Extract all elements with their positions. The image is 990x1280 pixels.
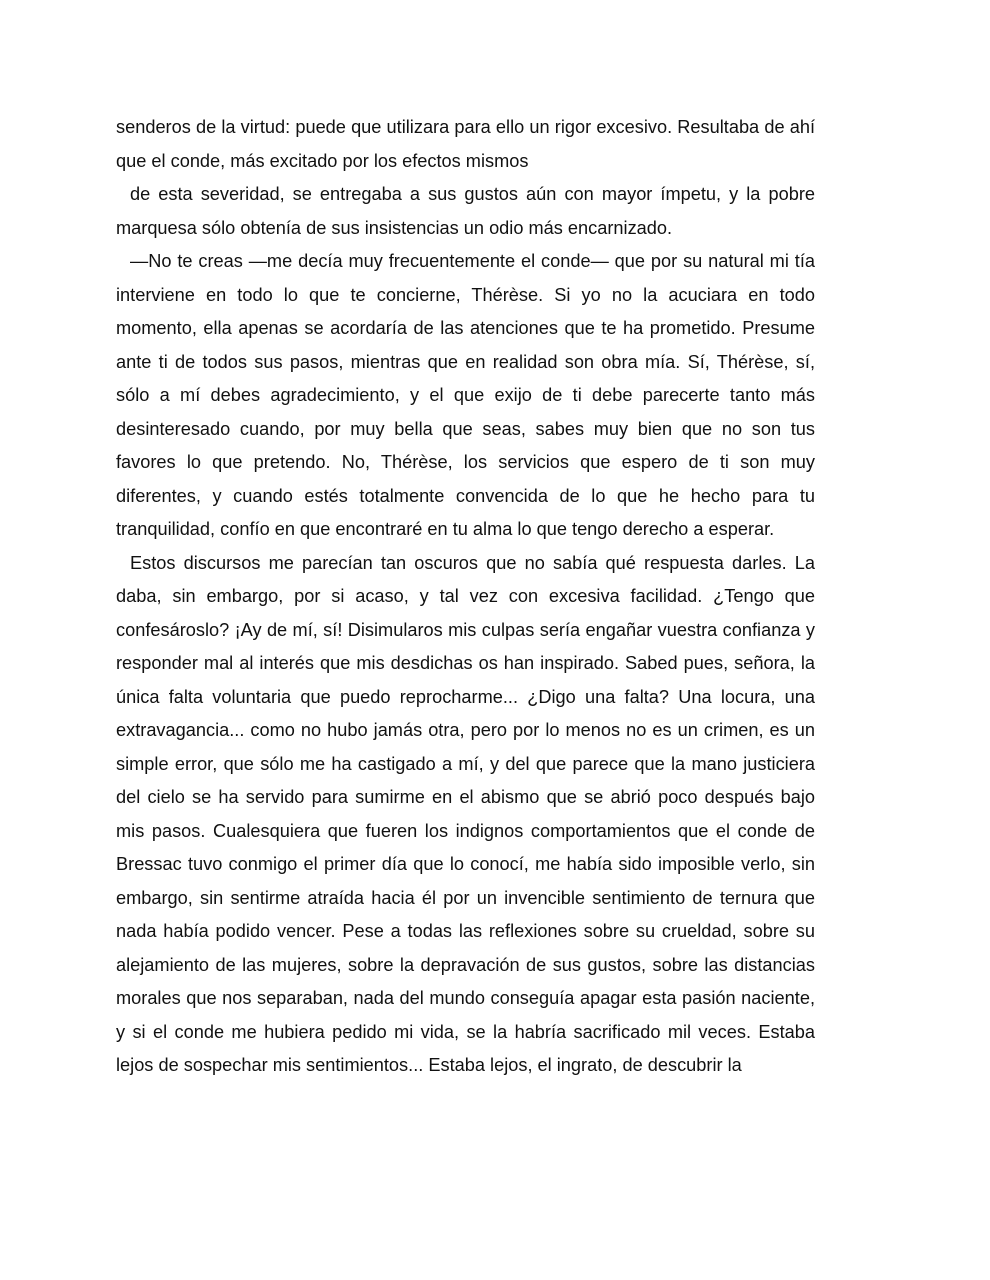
paragraph-3: —No te creas —me decía muy frecuentemente el conde— que por su natural mi tía interviene en todo lo que te concierne, Thérèse. Si yo no la acuciara en todo momento, ella apenas se acordaría de las atenciones que te ha prometido. Presume ante ti de todos sus pasos, mientras que en realidad son obra mía. Sí, Thérèse, sí, sólo a mí debes agradecimiento, y el que exijo de ti debe parecerte tanto más desinteresado cuando, por muy bella que seas, sabes muy bien que no son tus favores lo que pretendo. No, Thérèse, los servicios que espero de ti son muy diferentes, y cuando estés totalmente convencida de lo que he hecho para tu tranquilidad, confío en que encontraré en tu alma lo que tengo derecho a esperar. bbox=[116, 251, 815, 539]
paragraph-1: senderos de la virtud: puede que utilizara para ello un rigor excesivo. Resultaba de ahí que el conde, más excitado por los efectos mismos bbox=[116, 117, 815, 171]
body-text bbox=[116, 111, 815, 1083]
paragraph-4: Estos discursos me parecían tan oscuros que no sabía qué respuesta darles. La daba, sin embargo, por si acaso, y tal vez con excesiva facilidad. ¿Tengo que confesároslo? ¡Ay de mí, sí! Disimularos mis culpas sería engañar vuestra confianza y responder mal al interés que mis desdichas os han inspirado. Sabed pues, señora, la única falta voluntaria que puedo reprocharme... ¿Digo una falta? Una locura, una extravagancia... como no hubo jamás otra, pero por lo menos no es un crimen, es un simple error, que sólo me ha castigado a mí, y del que parece que la mano justiciera del cielo se ha servido para sumirme en el abismo que se abrió poco después bajo mis pasos. Cualesquiera que fueren los indignos comportamientos que el conde de Bressac tuvo conmigo el primer día que lo conocí, me había sido imposible verlo, sin embargo, sin sentirme atraída hacia él por un invencible sentimiento de ternura que nada había podido vencer. Pese a todas las reflexiones sobre su crueldad, sobre su alejamiento de las mujeres, sobre la depravación de sus gustos, sobre las distancias morales que nos separaban, nada del mundo conseguía apagar esta pasión naciente, y si el conde me hubiera pedido mi vida, se la habría sacrificado mil veces. Estaba lejos de sospechar mis sentimientos... Estaba lejos, el ingrato, de descubrir la bbox=[116, 552, 815, 1075]
paragraph-2: de esta severidad, se entregaba a sus gustos aún con mayor ímpetu, y la pobre marquesa sólo obtenía de sus insistencias un odio más encarnizado. bbox=[116, 184, 815, 238]
